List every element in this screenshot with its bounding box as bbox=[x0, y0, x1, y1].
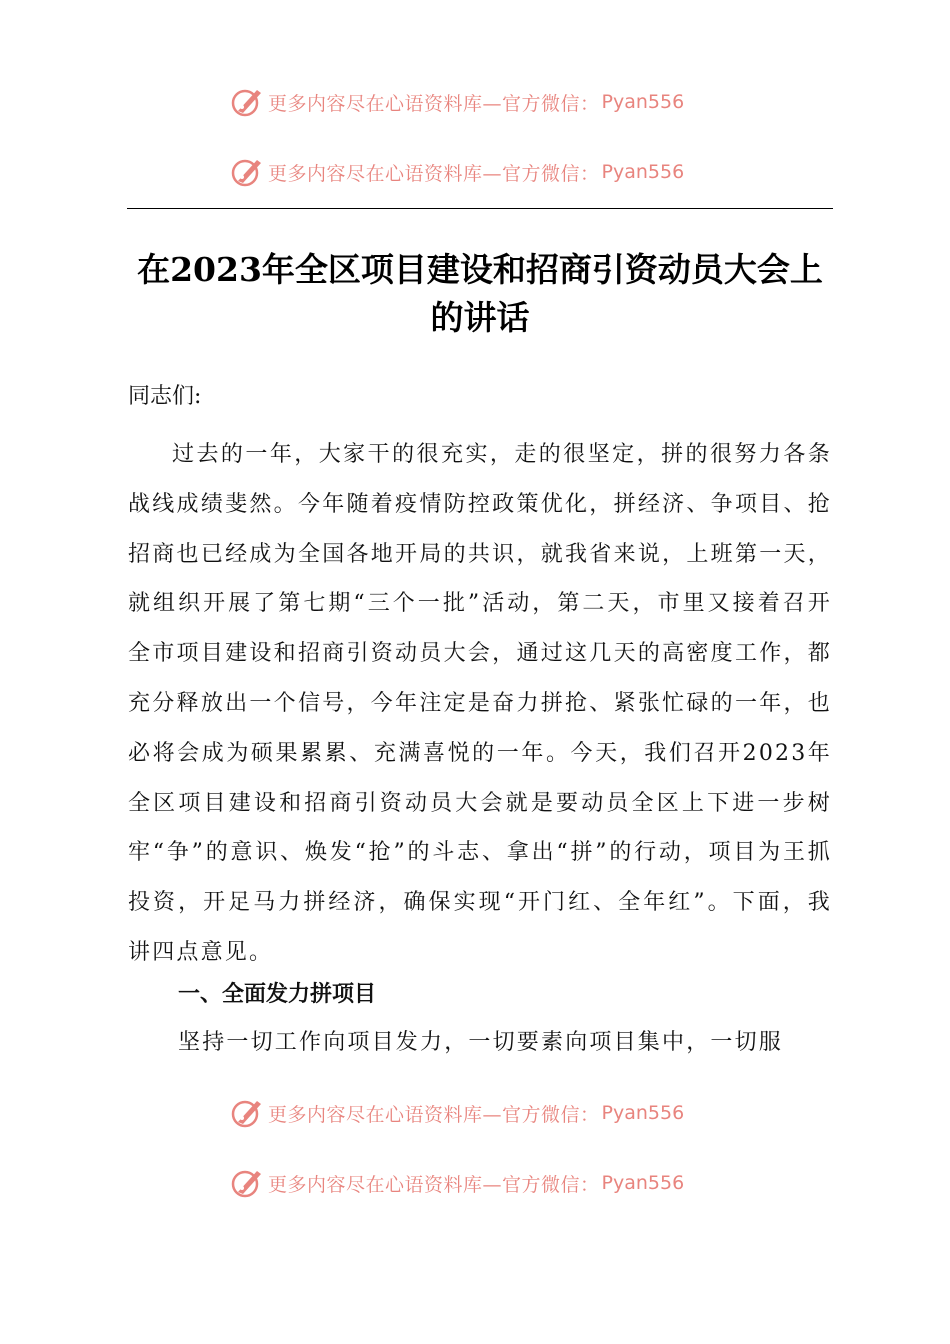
watermark-text: 更多内容尽在心语资料库—官方微信： bbox=[268, 162, 600, 185]
document-title: 在2023年全区项目建设和招商引资动员大会上的讲话 bbox=[137, 250, 823, 337]
paragraph-1: 过去的一年，大家干的很充实，走的很坚定，拼的很努力各条战线成绩斐然。今年随着疫情防控政策优化，拼经济、争项目、抢招商也已经成为全国各地开局的共识，就我省来说，上班第一天，就组织开展了第七期“三个一批”活动，第二天，市里又接着召开全市项目建设和招商引资动员大会，通过这几天的高密度工作，都充分释放出一个信号，今年注定是奋力拼抢、紧张忙碌的一年，也必将会成为硕果累累、充满喜悦的一年。今天，我们召开2023年全区项目建设和招商引资动员大会就是要动员全区上下进一步树牢“争”的意识、焕发“抢”的斗志、拿出“拼”的行动，项目为王抓投资，开足马力拼经济，确保实现“开门红、全年红”。下面，我讲四点意见。 bbox=[128, 442, 832, 965]
section-heading-1: 一、全面发力拼项目 bbox=[178, 982, 377, 1007]
watermark-top-1 bbox=[230, 82, 684, 122]
salutation: 同志们: bbox=[128, 384, 202, 409]
watermark-id: Pyan556 bbox=[601, 91, 685, 113]
watermark-text: 更多内容尽在心语资料库—官方微信： bbox=[268, 1103, 600, 1126]
pen-logo-icon bbox=[230, 155, 264, 189]
watermark-id: Pyan556 bbox=[601, 1172, 685, 1194]
paragraph-2: 坚持一切工作向项目发力，一切要素向项目集中，一切服 bbox=[178, 1030, 784, 1055]
watermark-top-2 bbox=[230, 152, 684, 192]
watermark-id: Pyan556 bbox=[601, 1102, 685, 1124]
watermark-id: Pyan556 bbox=[601, 161, 685, 183]
pen-logo-icon bbox=[230, 1096, 264, 1130]
watermark-bottom-2 bbox=[230, 1163, 684, 1203]
header-divider bbox=[127, 208, 833, 209]
watermark-text: 更多内容尽在心语资料库—官方微信： bbox=[268, 92, 600, 115]
watermark-bottom-1 bbox=[230, 1093, 684, 1133]
pen-logo-icon bbox=[230, 85, 264, 119]
watermark-text: 更多内容尽在心语资料库—官方微信： bbox=[268, 1173, 600, 1196]
pen-logo-icon bbox=[230, 1166, 264, 1200]
